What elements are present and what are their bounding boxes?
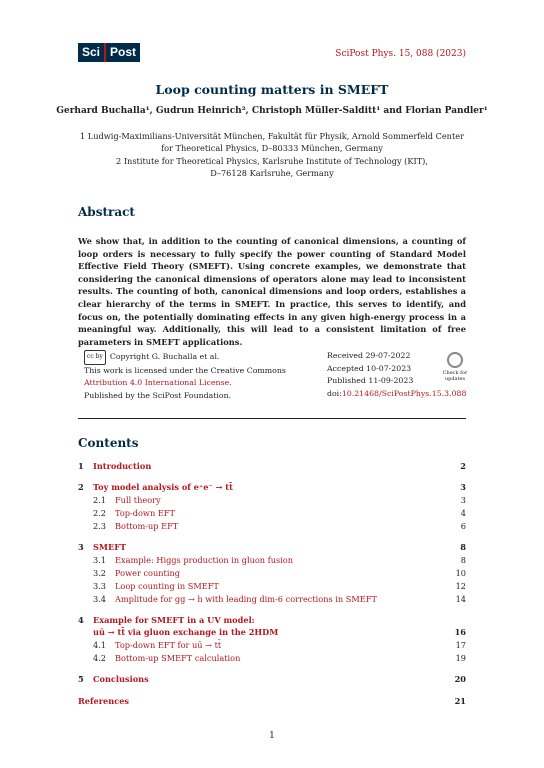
toc-entry[interactable]	[78, 542, 466, 554]
toc-entry-label[interactable]: Bottom-up SMEFT calculation	[115, 653, 241, 663]
toc-entry[interactable]	[78, 696, 466, 708]
toc-entry-number: 4	[78, 615, 84, 625]
toc-entry-page: 12	[455, 581, 466, 591]
toc-entry-number: 4.2	[93, 653, 107, 663]
affiliation-line: 2 Institute for Theoretical Physics, Karlsruhe Institute of Technology (KIT),	[116, 155, 428, 166]
toc-entry-number: 3.3	[93, 581, 107, 591]
toc-entry-number: 5	[78, 674, 84, 684]
toc-entry[interactable]	[78, 627, 466, 639]
contents-heading: Contents	[78, 436, 139, 450]
toc-entry[interactable]	[78, 581, 466, 593]
toc-entry-label[interactable]: Introduction	[93, 461, 152, 471]
toc-entry-label[interactable]: Amplitude for gg → h with leading dim-6 corrections in SMEFT	[115, 594, 377, 604]
toc-entry-page: 20	[454, 674, 466, 684]
toc-entry[interactable]	[78, 521, 466, 533]
toc-entry[interactable]	[78, 568, 466, 580]
affiliation-line: D–76128 Karlsruhe, Germany	[210, 168, 334, 179]
toc-entry-number: 2.1	[93, 495, 107, 505]
toc-entry-page: 16	[454, 627, 466, 637]
toc-entry-number: 2.2	[93, 508, 107, 518]
cc-by-badge[interactable]: cc by	[84, 350, 106, 365]
toc-entry-page: 14	[455, 594, 466, 604]
toc-entry-page: 6	[460, 521, 466, 531]
toc-entry-page: 8	[460, 555, 466, 565]
toc-entry-label[interactable]: References	[78, 696, 130, 706]
toc-entry-page: 19	[455, 653, 466, 663]
received-date: Received 29-07-2022	[327, 351, 411, 360]
check-updates-icon	[447, 352, 463, 368]
section-divider	[78, 418, 466, 419]
toc-entry-number: 2	[78, 482, 84, 492]
toc-entry-page: 3	[460, 495, 466, 505]
license-block	[84, 350, 286, 402]
toc-entry-number: 2.3	[93, 521, 107, 531]
toc-entry[interactable]	[78, 495, 466, 507]
toc-entry-label[interactable]: Toy model analysis of e⁺e⁻ → tt̄	[93, 482, 233, 492]
paper-title: Loop counting matters in SMEFT	[155, 82, 389, 97]
check-updates-label: Check for updates	[442, 370, 468, 382]
toc-entry-number: 3.2	[93, 568, 107, 578]
toc-entry[interactable]	[78, 640, 466, 652]
toc-entry-label[interactable]: Bottom-up EFT	[115, 521, 179, 531]
abstract-text: We show that, in addition to the counting of canonical dimensions, a counting of loop orders is necessary to fully specify the power counting of Standard Model Effective Field Theory (SMEFT). Using concrete examples, we demonstrate that considering the canonical dimensions of operators alone may lead to inconsistent results. The counting of both, canonical dimensions and loop orders, establishes a clear hierarchy of the terms in SMEFT. In practice, this serves to identify, and focus on, the potentially dominating effects in any given high-energy process in a meaningful way. Additionally, this will lead to a consistent limitation of free parameters in SMEFT applications.	[78, 236, 466, 347]
doi-prefix: doi:	[327, 388, 342, 398]
toc-entry-label[interactable]: Power counting	[115, 568, 180, 578]
affiliation-line: for Theoretical Physics, D–80333 München, Germany	[161, 143, 383, 154]
toc-entry-label[interactable]: Top-down EFT	[115, 508, 175, 518]
toc-entry-label[interactable]: SMEFT	[93, 542, 127, 552]
affiliations	[78, 130, 466, 180]
toc-entry-page: 17	[455, 640, 466, 650]
journal-reference[interactable]: SciPost Phys. 15, 088 (2023)	[335, 49, 466, 59]
toc-entry[interactable]	[78, 508, 466, 520]
toc-entry-page: 3	[460, 482, 466, 492]
accepted-date: Accepted 10-07-2023	[327, 363, 412, 373]
toc-entry[interactable]	[78, 482, 466, 494]
toc-entry-label[interactable]: Conclusions	[93, 674, 149, 684]
affiliation-line: 1 Ludwig-Maximilians-Universität München, Fakultät für Physik, Arnold Sommerfeld Center	[79, 131, 465, 141]
abstract-heading: Abstract	[78, 205, 135, 219]
toc-entry-label[interactable]: uū → tt̄ via gluon exchange in the 2HDM	[93, 627, 279, 637]
toc-entry[interactable]	[78, 555, 466, 567]
toc-entry-number: 3.4	[93, 594, 107, 604]
toc-entry-number: 1	[78, 461, 84, 471]
toc-entry[interactable]	[78, 615, 466, 627]
toc-entry-number: 4.1	[93, 640, 107, 650]
toc-entry-number: 3.1	[93, 555, 107, 565]
logo-right: Post	[106, 43, 140, 62]
toc-entry[interactable]	[78, 461, 466, 473]
check-for-updates-badge[interactable]	[442, 352, 468, 382]
page-number: 1	[269, 731, 275, 741]
published-date: Published 11-09-2023	[327, 376, 414, 386]
toc-entry-page: 10	[455, 568, 466, 578]
toc-entry-label[interactable]: Example: Higgs production in gluon fusion	[115, 555, 294, 565]
doi-link[interactable]: 10.21468/SciPostPhys.15.3.088	[341, 388, 467, 398]
toc-entry-page: 4	[460, 508, 466, 518]
license-link[interactable]: Attribution 4.0 International License.	[84, 378, 232, 388]
license-text: This work is licensed under the Creative Commons	[84, 365, 286, 375]
toc-entry-label[interactable]: Full theory	[115, 495, 161, 505]
copyright-text: Copyright G. Buchalla et al.	[109, 352, 220, 361]
toc-entry[interactable]	[78, 674, 466, 686]
toc-entry-label[interactable]: Top-down EFT for uū → tt̄	[115, 640, 222, 650]
toc-entry-page: 21	[454, 696, 466, 706]
toc-entry-label[interactable]: Loop counting in SMEFT	[115, 581, 219, 591]
author-list: Gerhard Buchalla¹, Gudrun Heinrich², Christoph Müller-Salditt¹ and Florian Pandler¹	[56, 106, 488, 116]
toc-entry-page: 2	[460, 461, 466, 471]
toc-entry[interactable]	[78, 653, 466, 665]
scipost-logo[interactable]	[78, 43, 140, 62]
toc-entry[interactable]	[78, 594, 466, 606]
toc-entry-number: 3	[78, 542, 84, 552]
logo-left: Sci	[78, 43, 104, 62]
publisher-text: Published by the SciPost Foundation.	[84, 390, 232, 400]
toc-entry-label[interactable]: Example for SMEFT in a UV model:	[93, 615, 255, 625]
toc-entry-page: 8	[460, 542, 466, 552]
